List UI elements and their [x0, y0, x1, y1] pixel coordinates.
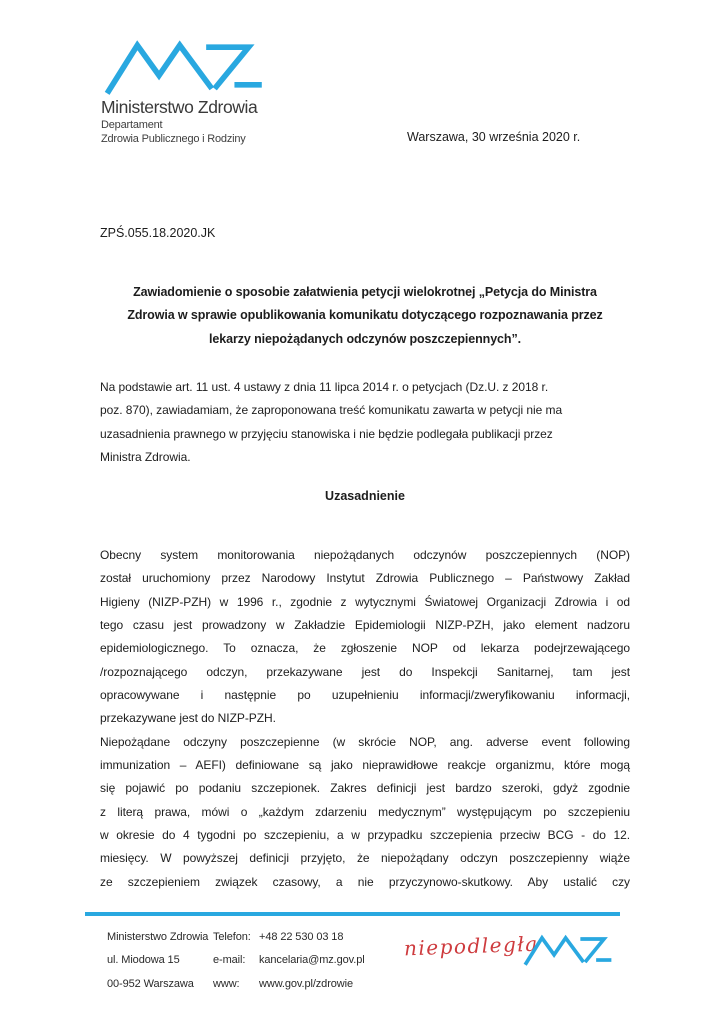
text-line: Telefon:: [213, 931, 251, 943]
text-line: Obecny system monitorowania niepożądanych odczynów poszczepiennych (NOP): [100, 548, 630, 562]
document-title: [100, 281, 630, 351]
text-line: kancelaria@mz.gov.pl: [259, 954, 365, 967]
text-line: tego czasu jest prowadzony w Zakładzie Epidemiologii NIZP-PZH, jako element nadzoru: [100, 618, 630, 633]
reference-number: ZPŚ.055.18.2020.JK: [100, 226, 216, 240]
text-line: przekazywane jest do NIZP-PZH.: [100, 711, 276, 726]
text-line: poz. 870), zawiadamiam, że zaproponowana treść komunikatu zawarta w petycji nie ma: [100, 403, 563, 418]
text-line: +48 22 530 03 18: [259, 931, 344, 943]
text-line: lekarzy niepożądanych odczynów poszczepiennych”.: [209, 331, 521, 346]
text-line: został uruchomiony przez Narodowy Instytut Zdrowia Publicznego – Państwowy Zakład: [100, 571, 630, 586]
text-line: ul. Miodowa 15: [107, 954, 180, 967]
text-line: Higieny (NIZP-PZH) w 1996 r., zgodnie z wytycznymi Światowej Organizacji Zdrowia i od: [100, 594, 630, 609]
date-line: Warszawa, 30 września 2020 r.: [407, 130, 581, 144]
intro-paragraph: [100, 376, 630, 470]
org-name: Ministerstwo Zdrowia: [101, 97, 258, 117]
text-line: Na podstawie art. 11 ust. 4 ustawy z dnia 11 lipca 2014 r. o petycjach (Dz.U. z 2018 r.: [100, 380, 549, 394]
text-line: www:: [213, 977, 240, 990]
footer-divider: [85, 912, 620, 916]
mz-logo-icon: [100, 33, 268, 99]
text-line: Niepożądane odczyny poszczepienne (w skrócie NOP, ang. adverse event following: [100, 734, 630, 749]
text-line: się pojawić po podaniu szczepionek. Zakres definicji jest bardzo szeroki, gdyż zgodnie: [100, 781, 630, 796]
text-line: Ministra Zdrowia.: [100, 450, 191, 465]
department-line1: Departament: [101, 119, 163, 131]
text-line: Zawiadomienie o sposobie załatwienia petycji wielokrotnej „Petycja do Ministra: [133, 285, 597, 299]
text-line: epidemiologicznego. To oznacza, że zgłoszenie NOP od lekarza podejrzewającego: [100, 641, 630, 656]
text-line: opracowywane i następnie po uzupełnieniu informacji/zweryfikowaniu informacji,: [100, 688, 630, 703]
niepodlegla-mark: niepodległa: [403, 931, 540, 961]
text-line: Ministerstwo Zdrowia: [107, 931, 209, 943]
section-heading: Uzasadnienie: [325, 489, 405, 503]
text-line: z literą prawa, mówi o „każdym zdarzeniu medycznym” występującym po szczepieniu: [100, 804, 630, 819]
text-line: immunization – AEFI) definiowane są jako nieprawidłowe reakcje organizmu, które mogą: [100, 758, 630, 773]
text-line: uzasadnienia prawnego w przyjęciu stanowiska i nie będzie podlegała publikacji przez: [100, 426, 553, 441]
department-line2: Zdrowia Publicznego i Rodziny: [101, 132, 246, 145]
text-line: miesięcy. W powyższej definicji przyjęto, że niepożądany odczyn poszczepienny wiąże: [100, 851, 630, 866]
footer-contact-labels: [213, 931, 251, 1001]
text-line: e-mail:: [213, 954, 246, 967]
text-line: www.gov.pl/zdrowie: [259, 977, 353, 990]
text-line: w okresie do 4 tygodni po szczepieniu, a w przypadku szczepienia przeciw BCG - do 12.: [100, 828, 630, 843]
text-line: Zdrowia w sprawie opublikowania komunikatu dotyczącego rozpoznawania przez: [127, 308, 603, 323]
text-line: /rozpoznającego odczyn, przekazywane jest do Inspekcji Sanitarnej, tam jest: [100, 664, 630, 679]
department-block: [101, 119, 246, 146]
text-line: ze szczepieniem związek czasowy, a nie przyczynowo-skutkowy. Aby ustalić czy: [100, 874, 630, 889]
mz-logo-footer-icon: [522, 931, 614, 968]
footer-contact-values: [259, 931, 365, 1001]
text-line: 00-952 Warszawa: [107, 977, 194, 990]
footer-address: [107, 931, 208, 1001]
body-paragraphs: [100, 544, 630, 894]
